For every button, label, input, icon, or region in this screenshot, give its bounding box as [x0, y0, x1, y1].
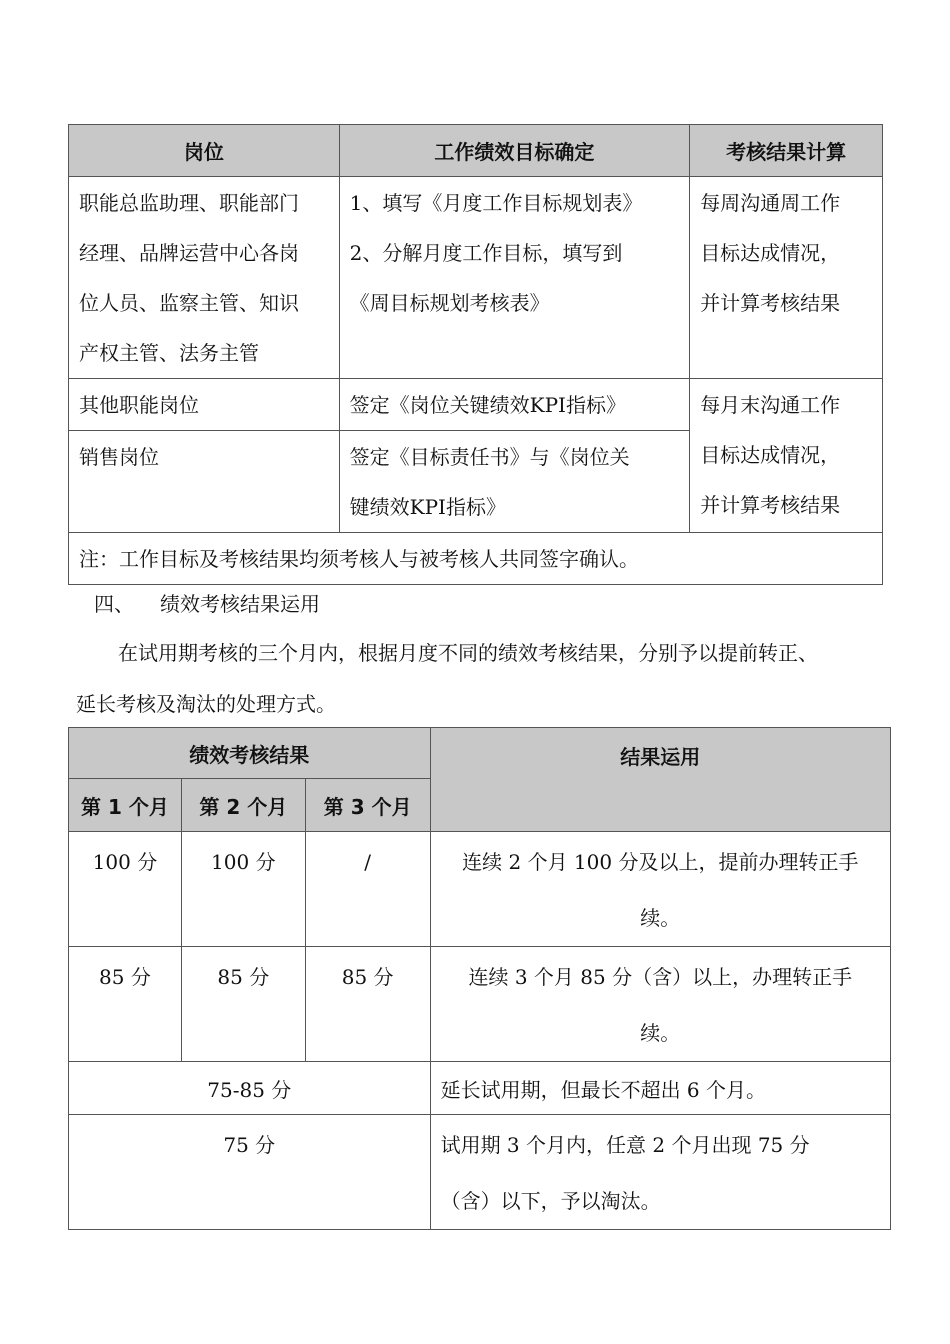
table-note: 注：工作目标及考核结果均须考核人与被考核人共同签字确认。: [69, 533, 883, 585]
text-line: （含）以下，予以淘汰。: [440, 1189, 661, 1213]
text-line: 职能总监助理、职能部门: [79, 191, 299, 215]
result-usage-cell: [430, 832, 890, 947]
section-heading: [94, 588, 320, 620]
text-line: 产权主管、法务主管: [79, 341, 259, 365]
header-assessment-result: 绩效考核结果: [69, 728, 431, 779]
table-row: [69, 832, 891, 947]
header-post: 岗位: [69, 125, 340, 177]
text-line: 试用期 3 个月内，任意 2 个月出现 75 分: [440, 1133, 810, 1157]
post-cell: [69, 177, 340, 379]
post-cell: 其他职能岗位: [69, 379, 340, 431]
result-usage-cell: [430, 947, 890, 1062]
assessment-process-table: [68, 124, 883, 585]
text-line: 每周沟通周工作: [700, 191, 841, 215]
calc-cell: [690, 379, 883, 533]
text-line: 并计算考核结果: [700, 291, 841, 315]
score-range: 75-85 分: [69, 1062, 431, 1115]
text-line: 签定《目标责任书》与《岗位关: [349, 445, 630, 469]
text-line: 并计算考核结果: [700, 493, 841, 517]
result-usage-cell: 延长试用期，但最长不超出 6 个月。: [430, 1062, 890, 1115]
text-line: 续。: [640, 906, 681, 930]
month-3-score: 85 分: [305, 947, 430, 1062]
result-usage-cell: [430, 1115, 890, 1230]
paragraph-line: 在试用期考核的三个月内，根据月度不同的绩效考核结果，分别予以提前转正、: [118, 641, 818, 665]
table-row: [69, 1115, 891, 1230]
table-note-row: [69, 533, 883, 585]
header-calc: 考核结果计算: [690, 125, 883, 177]
calc-cell: [690, 177, 883, 379]
text-line: 位人员、监察主管、知识: [79, 291, 299, 315]
score-range: 75 分: [69, 1115, 431, 1230]
month-2-score: 85 分: [181, 947, 305, 1062]
result-usage-table: [68, 727, 891, 1230]
text-line: 目标达成情况，: [700, 241, 841, 265]
text-line: 1、填写《月度工作目标规划表》: [349, 191, 643, 215]
table-header-row: [69, 125, 883, 177]
month-1-score: 85 分: [69, 947, 182, 1062]
header-month-2: 第 2 个月: [181, 779, 305, 832]
text-line: 《周目标规划考核表》: [349, 291, 550, 315]
section-number: 四、: [94, 592, 134, 616]
paragraph-line: 延长考核及淘汰的处理方式。: [76, 692, 336, 716]
text-line: 键绩效KPI指标》: [349, 495, 506, 519]
section-title: 绩效考核结果运用: [160, 592, 320, 616]
text-line: 每月末沟通工作: [700, 393, 841, 417]
text-line: 连续 3 个月 85 分（含）以上，办理转正手: [468, 965, 853, 989]
text-line: 经理、品牌运营中心各岗: [79, 241, 299, 265]
target-cell: [339, 177, 690, 379]
text-line: 2、分解月度工作目标，填写到: [349, 241, 623, 265]
text-line: 连续 2 个月 100 分及以上，提前办理转正手: [462, 850, 859, 874]
text-line: 目标达成情况，: [700, 443, 841, 467]
header-target: 工作绩效目标确定: [339, 125, 690, 177]
target-cell: [339, 431, 690, 533]
month-3-score: /: [305, 832, 430, 947]
month-1-score: 100 分: [69, 832, 182, 947]
table-row: [69, 177, 883, 379]
table-row: [69, 947, 891, 1062]
header-result-usage: 结果运用: [430, 728, 890, 832]
target-cell: 签定《岗位关键绩效KPI指标》: [339, 379, 690, 431]
month-2-score: 100 分: [181, 832, 305, 947]
table-row: [69, 1062, 891, 1115]
table-header-row: [69, 728, 891, 779]
header-month-3: 第 3 个月: [305, 779, 430, 832]
post-cell: 销售岗位: [69, 431, 340, 533]
text-line: 续。: [640, 1021, 681, 1045]
header-month-1: 第 1 个月: [69, 779, 182, 832]
table-row: [69, 379, 883, 431]
